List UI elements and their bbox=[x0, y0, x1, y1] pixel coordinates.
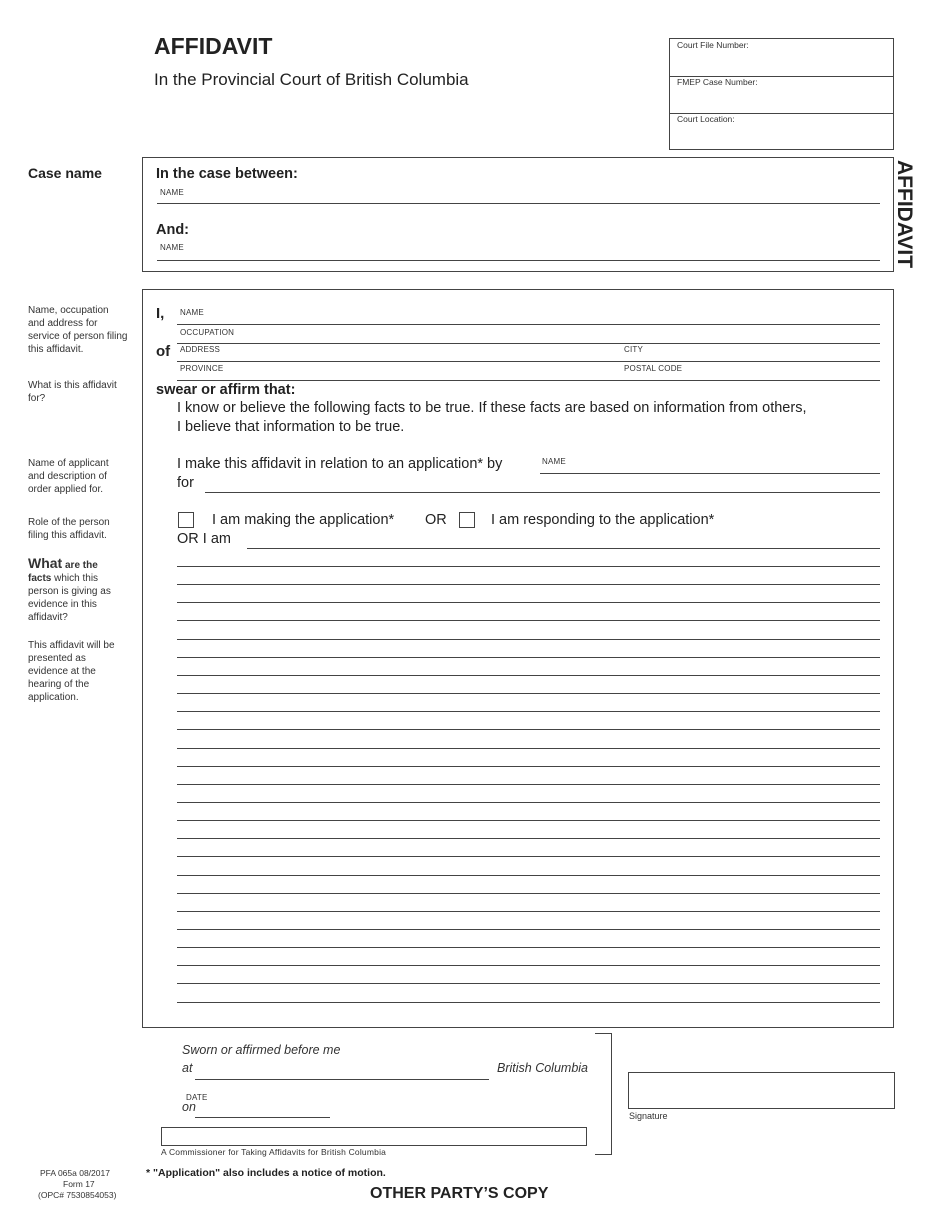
party1-name-caption: NAME bbox=[160, 188, 184, 197]
signature-caption: Signature bbox=[629, 1111, 668, 1121]
order-description-line[interactable] bbox=[205, 492, 880, 493]
form-code: PFA 065a 08/2017 bbox=[40, 1168, 110, 1178]
facts-line[interactable] bbox=[177, 856, 880, 857]
affidavit-body-box bbox=[142, 289, 894, 1028]
facts-line[interactable] bbox=[177, 675, 880, 676]
or-label: OR bbox=[425, 512, 447, 528]
filer-name-line[interactable] bbox=[177, 324, 880, 325]
facts-line[interactable] bbox=[177, 748, 880, 749]
swear-line-2: I believe that information to be true. bbox=[177, 419, 405, 435]
signature-box[interactable] bbox=[628, 1072, 895, 1109]
facts-line[interactable] bbox=[177, 838, 880, 839]
facts-line[interactable] bbox=[177, 784, 880, 785]
facts-line[interactable] bbox=[177, 711, 880, 712]
party2-name-caption: NAME bbox=[160, 243, 184, 252]
facts-line[interactable] bbox=[177, 566, 880, 567]
party1-name-line[interactable] bbox=[157, 203, 880, 204]
case-between-label: In the case between: bbox=[156, 166, 298, 182]
of-label: of bbox=[156, 343, 171, 360]
facts-line[interactable] bbox=[177, 657, 880, 658]
fmep-case-number-field[interactable] bbox=[670, 76, 893, 114]
relation-text: I make this affidavit in relation to an application* by bbox=[177, 456, 503, 472]
facts-line[interactable] bbox=[177, 820, 880, 821]
application-note: * "Application" also includes a notice of motion. bbox=[146, 1167, 386, 1179]
occupation-caption: OCCUPATION bbox=[180, 328, 235, 337]
facts-line[interactable] bbox=[177, 693, 880, 694]
sidenote-presented: This affidavit will be presented as evidence at the hearing of the application. bbox=[28, 640, 115, 703]
copy-label: OTHER PARTY’S COPY bbox=[370, 1185, 549, 1202]
responding-application-checkbox[interactable] bbox=[459, 512, 475, 528]
sidenote-facts bbox=[28, 557, 128, 624]
court-location-field[interactable] bbox=[670, 113, 893, 149]
making-application-label: I am making the application* bbox=[212, 512, 395, 528]
sidenote-filer: Name, occupation and address for service of person filing this affidavit. bbox=[28, 305, 128, 355]
province-line[interactable] bbox=[177, 380, 880, 381]
swear-line-1: I know or believe the following facts to be true. If these facts are based on information from others, bbox=[177, 400, 807, 416]
and-label: And: bbox=[156, 222, 190, 238]
location-line[interactable] bbox=[195, 1079, 489, 1080]
facts-line[interactable] bbox=[177, 893, 880, 894]
for-label: for bbox=[177, 475, 194, 491]
address-caption: ADDRESS bbox=[180, 345, 221, 354]
case-name-label: Case name bbox=[28, 165, 102, 181]
page-subtitle: In the Provincial Court of British Columbia bbox=[154, 70, 469, 89]
case-name-box bbox=[142, 157, 894, 272]
date-line[interactable] bbox=[195, 1117, 330, 1118]
applicant-name-line[interactable] bbox=[540, 473, 880, 474]
swear-heading: swear or affirm that: bbox=[156, 382, 296, 398]
province-caption: PROVINCE bbox=[180, 364, 224, 373]
side-title-text: AFFIDAVIT bbox=[893, 160, 916, 269]
sidenote-applicant: Name of applicant and description of order applied for. bbox=[28, 458, 109, 495]
occupation-line[interactable] bbox=[177, 343, 880, 344]
facts-line[interactable] bbox=[177, 620, 880, 621]
applicant-name-caption: NAME bbox=[542, 457, 566, 466]
responding-application-label: I am responding to the application* bbox=[491, 512, 715, 528]
postal-code-caption: POSTAL CODE bbox=[624, 364, 683, 373]
facts-line[interactable] bbox=[177, 729, 880, 730]
court-file-number-field[interactable] bbox=[670, 39, 893, 77]
sidenote-role: Role of the person filing this affidavit. bbox=[28, 517, 110, 541]
facts-line[interactable] bbox=[177, 602, 880, 603]
court-info-box bbox=[669, 38, 894, 150]
or-i-am-label: OR I am bbox=[177, 531, 231, 547]
facts-line[interactable] bbox=[177, 875, 880, 876]
sidenote-facts-what: What bbox=[28, 555, 63, 571]
sworn-label: Sworn or affirmed before me bbox=[182, 1043, 341, 1057]
facts-line[interactable] bbox=[177, 983, 880, 984]
sidenote-facts-are-the: are the bbox=[62, 560, 98, 571]
facts-line[interactable] bbox=[177, 766, 880, 767]
address-line[interactable] bbox=[177, 361, 880, 362]
commissioner-signature-box[interactable] bbox=[161, 1127, 587, 1146]
british-columbia-label: British Columbia bbox=[497, 1061, 589, 1075]
city-caption: CITY bbox=[624, 345, 644, 354]
sidenote-facts-rest: which this person is giving as evidence in this affidavit? bbox=[28, 573, 111, 623]
facts-line[interactable] bbox=[177, 911, 880, 912]
making-application-checkbox[interactable] bbox=[178, 512, 194, 528]
facts-line[interactable] bbox=[177, 947, 880, 948]
at-label: at bbox=[182, 1061, 193, 1075]
filer-name-caption: NAME bbox=[180, 308, 204, 317]
date-caption: DATE bbox=[186, 1093, 208, 1102]
party2-name-line[interactable] bbox=[157, 260, 880, 261]
opc-number: (OPC# 7530854053) bbox=[38, 1190, 117, 1200]
court-file-number-label: Court File Number: bbox=[677, 40, 749, 50]
facts-line[interactable] bbox=[177, 1002, 880, 1003]
i-label: I, bbox=[156, 305, 165, 322]
facts-line[interactable] bbox=[177, 929, 880, 930]
sidenote-purpose: What is this affidavit for? bbox=[28, 380, 117, 404]
sidenote-facts-facts: facts bbox=[28, 573, 52, 584]
court-location-label: Court Location: bbox=[677, 114, 735, 124]
other-role-line[interactable] bbox=[247, 548, 880, 549]
form-number: Form 17 bbox=[63, 1179, 95, 1189]
facts-line[interactable] bbox=[177, 639, 880, 640]
facts-line[interactable] bbox=[177, 965, 880, 966]
commissioner-caption: A Commissioner for Taking Affidavits for British Columbia bbox=[161, 1147, 387, 1157]
fmep-case-number-label: FMEP Case Number: bbox=[677, 77, 758, 87]
page-title: AFFIDAVIT bbox=[154, 33, 273, 59]
on-label: on bbox=[182, 1100, 196, 1114]
sworn-bracket bbox=[595, 1033, 612, 1155]
facts-line[interactable] bbox=[177, 802, 880, 803]
facts-line[interactable] bbox=[177, 584, 880, 585]
